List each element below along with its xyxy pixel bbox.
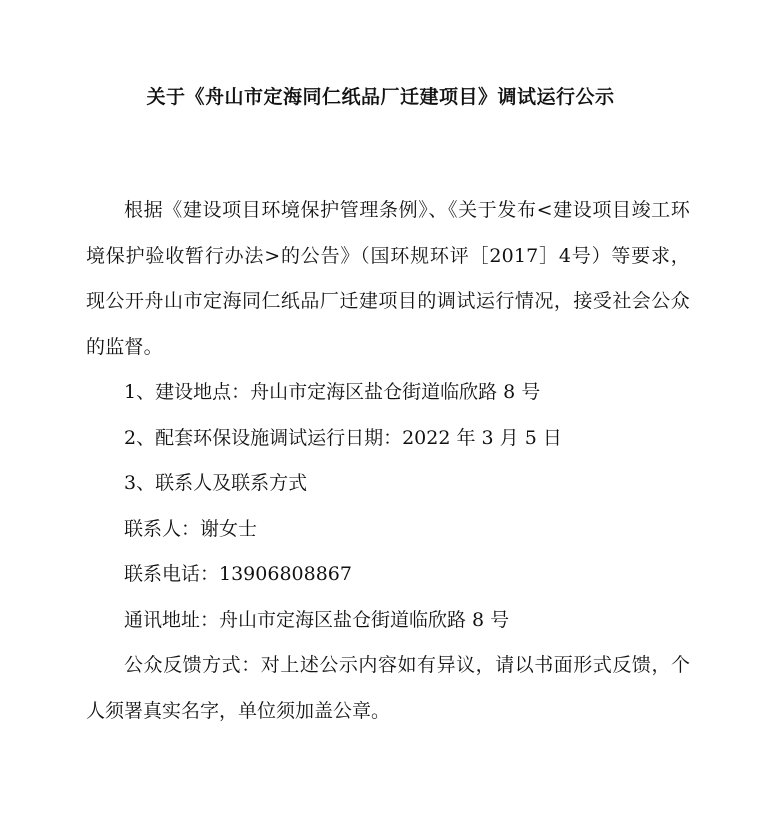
- feedback-method: 公众反馈方式：对上述公示内容如有异议，请以书面形式反馈，个人须署真实名字，单位须加盖公章。: [86, 654, 690, 722]
- document-title: 关于《舟山市定海同仁纸品厂迁建项目》调试运行公示: [146, 86, 615, 108]
- item-trial-run-date: 2、配套环保设施调试运行日期：2022 年 3 月 5 日: [124, 426, 562, 449]
- contact-person: 联系人：谢女士: [124, 517, 258, 540]
- contact-phone: 联系电话：13906808867: [124, 563, 352, 585]
- contact-address: 通讯地址：舟山市定海区盐仓街道临欣路 8 号: [124, 608, 510, 631]
- item-construction-site: 1、建设地点：舟山市定海区盐仓街道临欣路 8 号: [124, 381, 541, 403]
- item-contact-heading: 3、联系人及联系方式: [124, 472, 308, 494]
- document-body: [86, 188, 690, 734]
- intro-paragraph: 根据《建设项目环境保护管理条例》、《关于发布<建设项目竣工环境保护验收暂行办法>的公告》（国环规环评［2017］4号）等要求，现公开舟山市定海同仁纸品厂迁建项目的调试运行情况，接受社会公众的监督。: [86, 199, 690, 358]
